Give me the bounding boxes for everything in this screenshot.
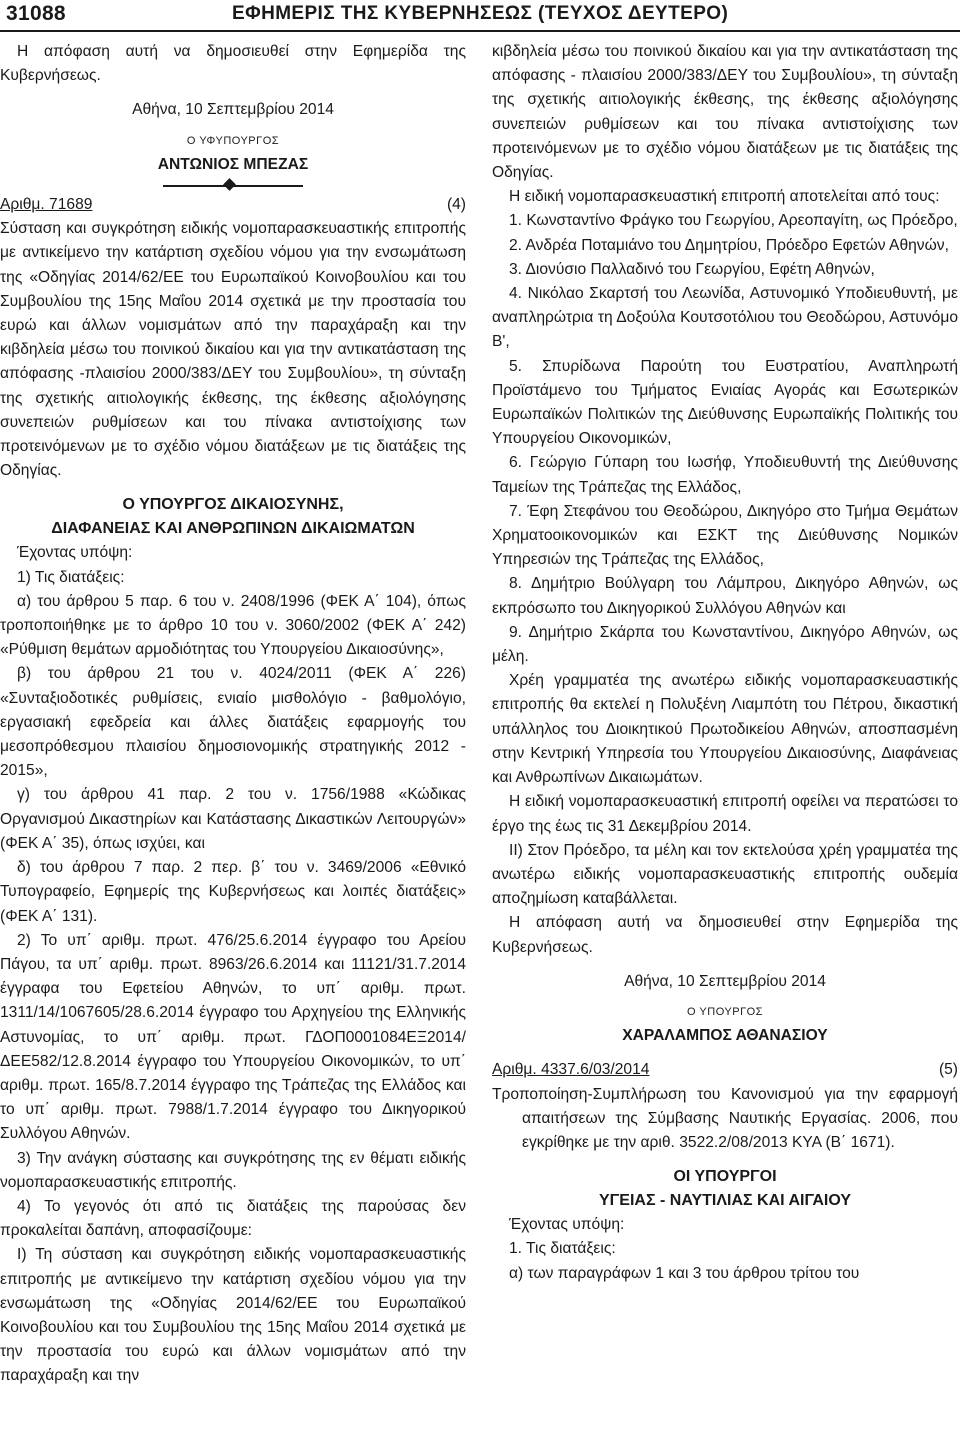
decision2-index: (5) — [938, 1061, 958, 1079]
ministers-title-line2: ΥΓΕΙΑΣ - ΝΑΥΤΙΛΙΑΣ ΚΑΙ ΑΙΓΑΙΟΥ — [599, 1192, 851, 1210]
publish-paragraph-right: Η απόφαση αυτή να δημοσιευθεί στην Εφημερίδα της Κυβερνήσεως. — [492, 914, 958, 956]
member-4: 4. Νικόλαο Σκαρτσή του Λεωνίδα, Αστυνομικό Υποδιευθυντή, με αναπληρώτρια τη Δοξούλα Κουτσοτόλιου του Θεοδώρου, Αστυνόμο Β', — [492, 285, 958, 351]
decision-II: ΙΙ) Στον Πρόεδρο, τα μέλη και τον εκτελούσα χρέη γραμματέα της ανωτέρω ειδικής νομοπαρασκευαστικής επιτροπής ουδεμία αποζημίωση καταβάλλεται. — [492, 841, 958, 908]
member-7: 7. Έφη Στεφάνου του Θεοδώρου, Δικηγόρο στο Τμήμα Θεμάτων Χρηματοοικονομικών και ΕΣΚΤ της Διεύθυνσης Νομικών Υπηρεσιών της Τράπεζας της Ελλάδος, — [492, 502, 958, 569]
item-4: 4) Το γεγονός ότι από τις διατάξεις της παρούσας δεν προκαλείται δαπάνη, αποφασίζουμε: — [0, 1197, 466, 1240]
continuation-paragraph: κιβδηλεία μέσω του ποινικού δικαίου και για την αντικατάσταση της απόφασης - πλαισίου 2000/383/ΔΕΥ του Συμβουλίου», τη σύνταξη της σχετικής αιτιολογικής έκθεσης, της έκθεσης αξιολόγησης συνεπειών ρυθμίσεων και του πίνακα αντιστοίχισης των προτεινόμενων με το σχέδιο νόμου διατάξεων με τις διατάξεις της Οδηγίας. — [492, 43, 958, 182]
decision-index: (4) — [446, 196, 466, 214]
item-2: 2) Το υπ΄ αριθμ. πρωτ. 476/25.6.2014 έγγραφο του Αρείου Πάγου, τα υπ΄ αριθμ. πρωτ. 8963/26.6.2014 και 11121/31.7.2014 έγγραφα του Εφετείου Αθηνών, το υπ΄ αριθμ. πρωτ. 1311/14/1067605/28.6.2014 έγγραφο του Αρχηγείου της Ελληνικής Αστυνομίας, το υπ΄ αριθμ. πρωτ. ΓΔΟΠ0001084ΕΞ2014/ΔΕΕ582/12.8.2014 έγγραφο του Υπουργείου Οικονομικών, το υπ΄ αριθμ. πρωτ. 165/8.7.2014 έγγραφο της Τράπεζας της Ελλάδος και το υπ΄ αριθμ. πρωτ. 7988/1.7.2014 έγγραφο του Δικηγορικού Συλλόγου Αθηνών. — [0, 931, 466, 1143]
provision-c: γ) του άρθρου 41 παρ. 2 του ν. 1756/1988 «Κώδικας Οργανισμού Δικαστηρίων και Κατάστασης Δικαστικών Λειτουργών» (ΦΕΚ Α΄ 35), όπως ισχύει, και — [0, 786, 466, 852]
separator-diamond-icon — [223, 178, 236, 191]
member-9: 9. Δημήτριο Σκάρπα του Κωνσταντίνου, Δικηγόρο Αθηνών, ως μέλη. — [492, 623, 958, 666]
having-regard-right: Έχοντας υπόψη: — [509, 1216, 625, 1234]
item-3: 3) Την ανάγκη σύστασης και συγκρότησης της εν θέματι ειδικής νομοπαρασκευαστικής επιτροπής. — [0, 1149, 466, 1191]
provision-b: β) του άρθρου 21 του ν. 4024/2011 (ΦΕΚ Α΄ 226) «Συνταξιοδοτικές ρυθμίσεις, ενιαίο μισθολόγιο - βαθμολόγιο, εργασιακή εφεδρεία και άλλες διατάξεις εφαρμογής του μεσοπρόθεσμου πλαισίου δημοσιονομικής στρατηγικής 2012 - 2015», — [0, 665, 466, 780]
provisions-heading-right: 1. Τις διατάξεις: — [509, 1240, 616, 1258]
secretary-paragraph: Χρέη γραμματέα της ανωτέρω ειδικής νομοπαρασκευαστικής επιτροπής θα εκτελεί η Πολυξένη Λιαμπότη του Πέτρου, δικαστική υπάλληλος του Διοικητικού Πρωτοδικείου Αθηνών, αποσπασμένη στην Κεντρική Υπηρεσία του Υπουργείου Δικαιοσύνης, Διαφάνειας και Ανθρωπίνων Δικαιωμάτων. — [492, 672, 958, 787]
minister-title-line2: ΔΙΑΦΑΝΕΙΑΣ ΚΑΙ ΑΝΘΡΩΠΙΝΩΝ ΔΙΚΑΙΩΜΑΤΩΝ — [51, 520, 415, 538]
having-regard: Έχοντας υπόψη: — [17, 544, 133, 562]
page-header — [0, 0, 960, 30]
signer-role: Ο ΥΦΥΠΟΥΡΓΟΣ — [186, 134, 280, 147]
gazette-title: ΕΦΗΜΕΡΙΣ ΤΗΣ ΚΥΒΕΡΝΗΣΕΩΣ (ΤΕΥΧΟΣ ΔΕΥΤΕΡΟ) — [232, 3, 729, 24]
publish-paragraph: Η απόφαση αυτή να δημοσιευθεί στην Εφημερίδα της Κυβερνήσεως. — [0, 43, 466, 85]
signature-date: Αθήνα, 10 Σεπτεμβρίου 2014 — [132, 101, 334, 119]
separator-ornament — [163, 179, 303, 193]
left-column — [0, 40, 466, 1389]
page-number: 31088 — [6, 2, 66, 25]
signer-name-right: ΧΑΡΑΛΑΜΠΟΣ ΑΘΑΝΑΣΙΟΥ — [622, 1027, 828, 1045]
provision-d: δ) του άρθρου 7 παρ. 2 περ. β΄ του ν. 3469/2006 «Εθνικό Τυπογραφείο, Εφημερίς της Κυβερνήσεως και λοιπές διατάξεις» (ΦΕΚ Α΄ 131). — [0, 859, 466, 925]
decision2-number: Αριθμ. 4337.6/03/2014 — [492, 1061, 650, 1079]
member-1: 1. Κωνσταντίνο Φράγκο του Γεωργίου, Αρεοπαγίτη, ως Πρόεδρο, — [509, 212, 958, 230]
provisions-heading: 1) Τις διατάξεις: — [17, 568, 125, 586]
member-2: 2. Ανδρέα Ποταμιάνο του Δημητρίου, Πρόεδρο Εφετών Αθηνών, — [509, 236, 949, 254]
decision2-number-row — [492, 1058, 958, 1082]
decision-number: Αριθμ. 71689 — [0, 196, 93, 214]
provision-a-right: α) των παραγράφων 1 και 3 του άρθρου τρίτου του — [509, 1264, 860, 1282]
decision-title: Σύσταση και συγκρότηση ειδικής νομοπαρασκευαστικής επιτροπής με αντικείμενο την κατάρτιση σχεδίου νόμου για την ενσωμάτωση της «Οδηγίας 2014/62/ΕΕ του Ευρωπαϊκού Κοινοβουλίου και του Συμβουλίου της 15ης Μαΐου 2014 σχετικά με την προστασία του ευρώ και άλλων νομισμάτων από την παραχάραξη και την κιβδηλεία μέσω του ποινικού δικαίου και για την αντικατάσταση της απόφασης -πλαισίου 2000/383/ΔΕΥ του Συμβουλίου», τη σύνταξη της σχετικής αιτιολογικής έκθεσης, της έκθεσης αξιολόγησης συνεπειών ρυθμίσεων και του πίνακα αντιστοίχισης των προτεινόμενων με το σχέδιο νόμου διατάξεων με τις διατάξεις της Οδηγίας. — [0, 220, 466, 480]
minister-title-line1: Ο ΥΠΟΥΡΓΟΣ ΔΙΚΑΙΟΣΥΝΗΣ, — [122, 496, 344, 514]
signature-date-right: Αθήνα, 10 Σεπτεμβρίου 2014 — [624, 972, 826, 990]
member-6: 6. Γεώργιο Γύπαρη του Ιωσήφ, Υποδιευθυντή της Διεύθυνσης Ταμείων της Τράπεζας της Ελλάδος, — [492, 454, 958, 496]
member-8: 8. Δημήτριο Βούλγαρη του Λάμπρου, Δικηγόρο Αθηνών, ως εκπρόσωπο του Δικηγορικού Συλλόγου Αθηνών και — [492, 575, 958, 617]
deadline-paragraph: Η ειδική νομοπαρασκευαστική επιτροπή οφείλει να περατώσει το έργο της έως τις 31 Δεκεμβρίου 2014. — [492, 793, 958, 835]
decision-I: Ι) Τη σύσταση και συγκρότηση ειδικής νομοπαρασκευαστικής επιτροπής με αντικείμενο την κατάρτιση σχεδίου νόμου για την ενσωμάτωση της «Οδηγίας 2014/62/ΕΕ του Ευρωπαϊκού Κοινοβουλίου και του Συμβουλίου της 15ης Μαΐου 2014 σχετικά με την προστασία του ευρώ και άλλων νομισμάτων από την παραχάραξη και την — [0, 1246, 466, 1385]
signer-name: ΑΝΤΩΝΙΟΣ ΜΠΕΖΑΣ — [157, 155, 309, 173]
right-column — [492, 40, 958, 1286]
provision-a: α) του άρθρου 5 παρ. 6 του ν. 2408/1996 (ΦΕΚ Α΄ 104), όπως τροποποιήθηκε με το άρθρο 10 του ν. 3060/2002 (ΦΕΚ Α΄ 242) «Ρύθμιση θεμάτων αρμοδιότητας του Υπουργείου Δικαιοσύνης», — [0, 592, 466, 659]
signer-role-right: Ο ΥΠΟΥΡΓΟΣ — [687, 1005, 763, 1018]
member-5: 5. Σπυρίδωνα Παρούτη του Ευστρατίου, Αναπληρωτή Προϊστάμενο του Τμήματος Ενιαίας Αγοράς και Εσωτερικών Ευρωπαϊκών Πολιτικών της Διεύθυνσης Ευρωπαϊκής Πολιτικής του Υπουργείου Οικονομικών, — [492, 357, 958, 448]
decision2-title: Τροποποίηση-Συμπλήρωση του Κανονισμού για την εφαρμογή απαιτήσεων της Σύμβασης Ναυτικής Εργασίας. 2006, που εγκρίθηκε με την αριθ. 3522.2/08/2013 ΚΥΑ (Β΄ 1671). — [492, 1085, 958, 1151]
decision-number-row — [0, 193, 466, 217]
member-3: 3. Διονύσιο Παλλαδινό του Γεωργίου, Εφέτη Αθηνών, — [509, 260, 875, 278]
ministers-title-line1: ΟΙ ΥΠΟΥΡΓΟΙ — [673, 1168, 777, 1186]
header-rule — [0, 30, 960, 32]
committee-intro: Η ειδική νομοπαρασκευαστική επιτροπή αποτελείται από τους: — [509, 188, 940, 206]
